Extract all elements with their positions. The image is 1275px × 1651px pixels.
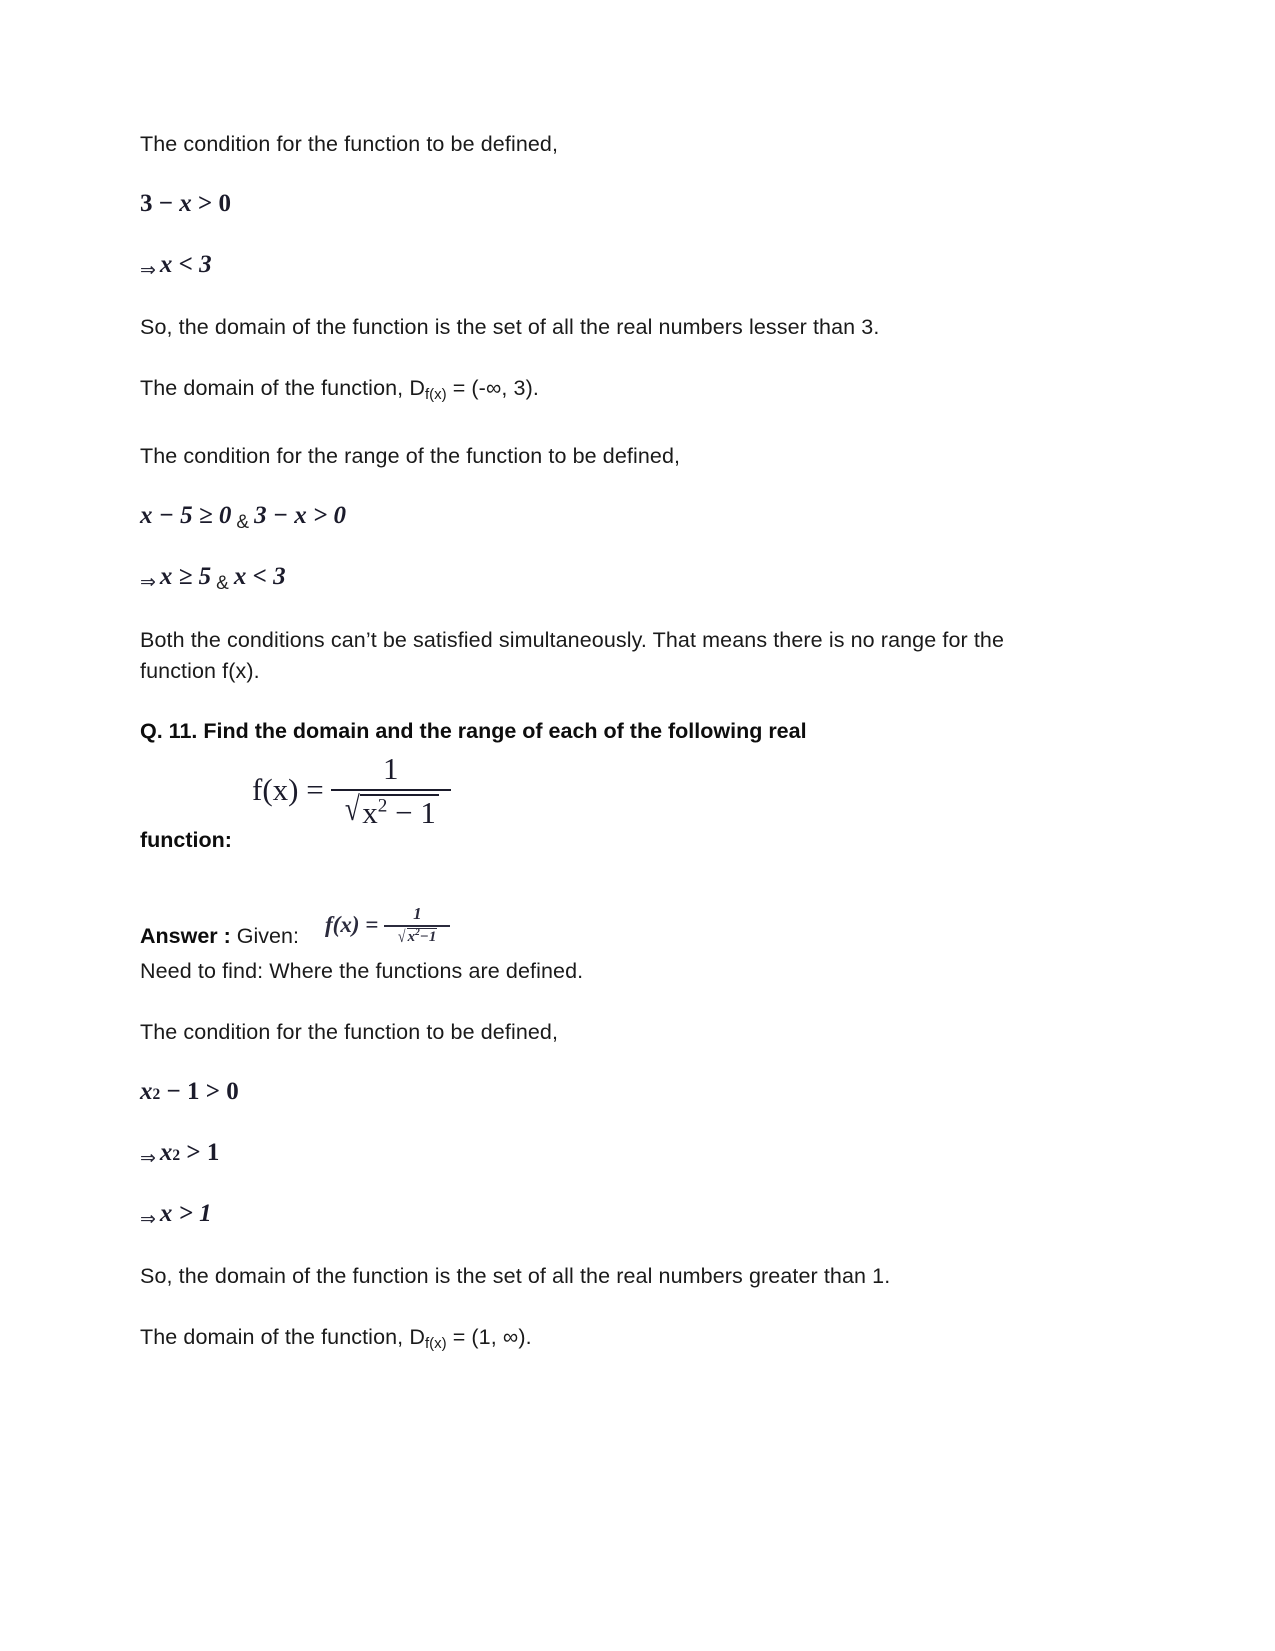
answer-label — [140, 924, 299, 949]
answer-label-rest: Given: — [230, 924, 299, 949]
equation-part-a: 3 − — [140, 190, 173, 217]
equation-rest: − 1 > 0 — [160, 1078, 239, 1106]
equation-text — [140, 191, 231, 216]
radicand-rest: −1 — [419, 928, 437, 945]
equation-range-conditions — [140, 502, 1135, 534]
radicand-exponent: 2 — [377, 795, 388, 817]
equation-x2-gt-1: ⇒ x 2 > 1 — [140, 1139, 220, 1170]
equation-base: x — [140, 1078, 153, 1106]
radicand-base: x — [407, 928, 416, 945]
equation-x-gt-1 — [140, 1200, 1135, 1231]
ampersand-connector: & — [236, 512, 250, 534]
radicand-base: x — [362, 795, 378, 831]
equation-range-solutions — [140, 563, 1135, 595]
equation-variable: x — [173, 190, 198, 217]
question-heading: Q. 11. Find the domain and the range of each of the following real — [140, 719, 807, 744]
display-formula-row — [140, 747, 1135, 859]
fraction-denominator — [333, 791, 449, 830]
ampersand-connector: & — [216, 573, 229, 595]
fraction-numerator: 1 — [382, 751, 399, 787]
implies-arrow-icon: ⇒ — [140, 1208, 156, 1231]
equation-3-minus-x-gt-0 — [140, 191, 1135, 216]
domain-suffix: = (-∞, 3). — [446, 376, 539, 400]
equation-base: x — [159, 1139, 173, 1167]
paragraph-domain-sentence-2: So, the domain of the function is the set of all the real numbers greater than 1. — [140, 1264, 891, 1289]
paragraph-condition-defined-2: The condition for the function to be defined, — [140, 1020, 559, 1045]
answer-label-bold: Answer : — [140, 924, 231, 949]
fraction-numerator: 1 — [413, 904, 422, 924]
equation-text: x > 1 — [159, 1200, 212, 1228]
equation-x-lt-3 — [140, 251, 1135, 281]
paragraph-domain-interval-1 — [140, 374, 1135, 409]
paragraph-domain-interval-2 — [140, 1323, 1135, 1358]
equation-left: x − 5 ≥ 0 — [140, 502, 232, 530]
inline-formula — [325, 904, 450, 945]
paragraph-domain-sentence-1: So, the domain of the function is the set of all the real numbers lesser than 3. — [140, 315, 880, 339]
domain-suffix: = (1, ∞). — [446, 1325, 532, 1350]
domain-prefix: The domain of the function, D — [140, 376, 425, 400]
domain-prefix: The domain of the function, D — [140, 1325, 425, 1350]
implies-arrow-icon: ⇒ — [140, 1147, 156, 1170]
implies-arrow-icon: ⇒ — [140, 259, 156, 281]
paragraph-condition-range: The condition for the range of the function to be defined, — [140, 444, 681, 469]
display-formula — [252, 751, 451, 830]
paragraph-no-range-note: Both the conditions can’t be satisfied simultaneously. That means there is no range for the function f(x). — [140, 628, 1005, 684]
radical-sign: √ — [344, 791, 360, 829]
equation-x2-minus-1-gt-0: x 2 − 1 > 0 — [140, 1078, 239, 1106]
fraction — [331, 751, 451, 830]
radicand — [407, 928, 438, 946]
paragraph-condition-defined-1: The condition for the function to be defined, — [140, 132, 559, 156]
square-root-icon — [343, 791, 439, 831]
equation-part-b: > 0 — [198, 190, 231, 217]
radicand — [360, 794, 439, 830]
equation-rest: > 1 — [180, 1139, 220, 1167]
paragraph-need-to-find: Need to find: Where the functions are defined. — [140, 959, 584, 984]
function-label: function: — [140, 828, 232, 853]
equation-left: x ≥ 5 — [159, 563, 212, 591]
radicand-exponent: 2 — [415, 927, 420, 938]
formula-lhs: f(x) = — [325, 911, 379, 937]
radicand-rest: − 1 — [387, 795, 436, 831]
fraction — [384, 904, 450, 945]
formula-lhs: f(x) = — [252, 772, 324, 808]
domain-subscript: f(x) — [424, 1335, 447, 1353]
equation-text: x < 3 — [159, 251, 212, 278]
fraction-denominator — [397, 927, 437, 946]
implies-arrow-icon: ⇒ — [140, 571, 156, 594]
equation-right: 3 − x > 0 — [254, 502, 346, 530]
domain-subscript: f(x) — [424, 386, 447, 404]
equation-right: x < 3 — [233, 563, 286, 591]
radical-sign: √ — [398, 926, 406, 946]
answer-row — [140, 879, 1135, 951]
